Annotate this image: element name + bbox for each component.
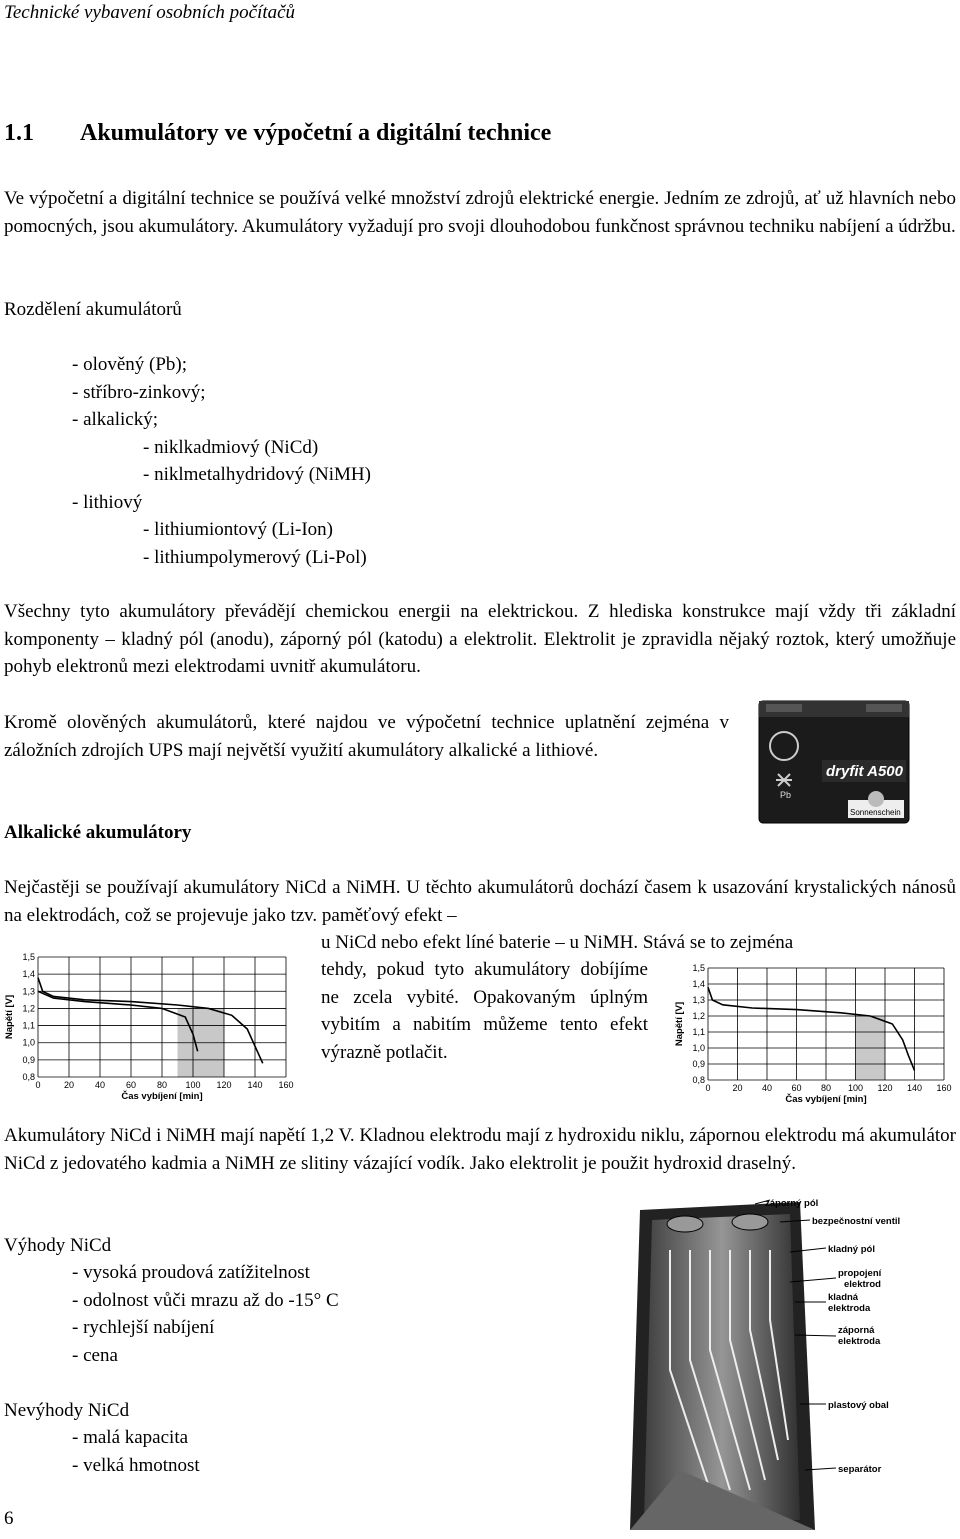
y-tick-label: 0,9: [22, 1054, 35, 1065]
type-item: - lithiový: [72, 492, 143, 513]
chart-nicd-svg: [2, 947, 298, 1103]
advantages-title: Výhody NiCd: [4, 1235, 112, 1256]
y-tick-label: 0,8: [22, 1072, 35, 1082]
y-tick-label: 1,4: [22, 969, 35, 980]
type-item: - stříbro-zinkový;: [72, 382, 206, 403]
battery-maker: Sonnenschein: [850, 808, 901, 817]
electrodes-paragraph: Akumulátory NiCd i NiMH mají napětí 1,2 V. Kladnou elektrodu mají z hydroxidu niklu, zápornou elektrodu má akumulátor NiCd z jedovatého kadmia a NiMH ze slitiny vázající vodík. Jako elektrolit je použit hydroxid draselný.: [4, 1125, 956, 1174]
intro-paragraph: Ve výpočetní a digitální technice se používá velké množství zdrojů elektrické energie. Jedním ze zdrojů, ať už hlavních nebo pomocných, jsou akumulátory. Akumulátory vyžadují pro svoji dlouhodobou funkčnost správnou techniku nabíjení a údržbu.: [4, 188, 956, 237]
pb-label: Pb: [780, 790, 792, 800]
type-subitem: - niklkadmiový (NiCd): [143, 437, 319, 458]
advantage-item: - rychlejší nabíjení: [72, 1317, 215, 1338]
chart-nicd: [2, 947, 298, 1103]
x-tick-label: 60: [791, 1083, 802, 1093]
disadvantages-title: Nevýhody NiCd: [4, 1400, 130, 1421]
label-negative-electrode: záporná elektroda: [838, 1325, 881, 1347]
x-tick-label: 100: [185, 1080, 201, 1090]
y-tick-label: 1,1: [692, 1027, 705, 1037]
y-tick-label: 1,3: [22, 986, 35, 997]
battery-photo: [756, 696, 916, 828]
type-subitem: - lithiumiontový (Li-Ion): [143, 519, 333, 540]
x-tick-label: 0: [705, 1083, 711, 1093]
x-tick-label: 80: [820, 1083, 832, 1093]
memory-effect-paragraph: Nejčastěji se používají akumulátory NiCd a NiMH. U těchto akumulátorů dochází časem k usazování krystalických nánosů na elektrodách, což se projevuje jako tzv. paměťový efekt –: [4, 877, 956, 926]
y-tick-label: 1,5: [692, 963, 705, 973]
label-plastic-case: plastový obal: [828, 1400, 889, 1411]
battery-brand: dryfit A500: [826, 763, 903, 780]
advantage-item: - cena: [72, 1345, 118, 1366]
series-line-0: [38, 978, 263, 1064]
x-tick-label: 40: [761, 1083, 773, 1093]
x-tick-label: 120: [877, 1083, 893, 1093]
y-tick-label: 0,8: [692, 1075, 705, 1085]
y-tick-label: 1,1: [22, 1020, 35, 1031]
y-tick-label: 1,2: [692, 1011, 705, 1021]
y-tick-label: 0,9: [692, 1059, 705, 1069]
components-paragraph: Všechny tyto akumulátory převádějí chemickou energii na elektrickou. Z hlediska konstrukce mají vždy tři základní komponenty – kladný pól (anodu), záporný pól (katodu) a elektrolit. Elektrolit je zpravidla nějaký roztok, který umožňuje pohyb elektronů mezi elektrodami uvnitř akumulátoru.: [4, 601, 956, 677]
x-tick-label: 160: [936, 1083, 952, 1093]
memory-effect-side-text: tehdy, pokud tyto akumulátory dobíjíme ne zcela vybité. Opakovaným úplným vybitím a nabitím můžeme tento efekt výrazně potlačit.: [321, 959, 648, 1063]
x-axis-label: Čas vybíjení [min]: [785, 1094, 867, 1105]
section-heading: [4, 120, 551, 147]
alkaline-heading: Alkalické akumulátory: [4, 822, 192, 843]
x-tick-label: 80: [156, 1080, 168, 1090]
x-tick-label: 120: [216, 1080, 232, 1090]
lead-acid-paragraph: Kromě olověných akumulátorů, které najdou ve výpočetní technice uplatnění zejména v záložních zdrojích UPS mají největší využití akumulátory alkalické a lithiové.: [4, 712, 729, 761]
x-tick-label: 100: [847, 1083, 864, 1093]
x-tick-label: 20: [63, 1080, 75, 1090]
advantage-item: - odolnost vůči mrazu až do -15° C: [72, 1290, 339, 1311]
y-tick-label: 1,3: [692, 995, 705, 1005]
label-separator: separátor: [838, 1464, 882, 1475]
label-electrode-link: propojení elektrod: [838, 1268, 882, 1290]
type-subitem: - lithiumpolymerový (Li-Pol): [143, 547, 367, 568]
x-tick-label: 0: [35, 1080, 41, 1090]
label-positive-pole: kladný pól: [828, 1244, 875, 1255]
division-title: Rozdělení akumulátorů: [4, 299, 182, 320]
type-subitem: - niklmetalhydridový (NiMH): [143, 464, 371, 485]
battery-cutaway-diagram: [600, 1190, 956, 1534]
label-positive-electrode: kladná elektroda: [828, 1292, 871, 1314]
x-tick-label: 60: [125, 1080, 137, 1090]
x-tick-label: 20: [732, 1083, 743, 1093]
x-tick-label: 40: [94, 1080, 106, 1090]
y-tick-label: 1,0: [692, 1043, 705, 1053]
y-tick-label: 1,4: [692, 979, 705, 989]
type-item: - alkalický;: [72, 409, 158, 430]
disadvantage-item: - malá kapacita: [72, 1427, 189, 1448]
chart-nimh: [672, 958, 956, 1106]
disadvantage-item: - velká hmotnost: [72, 1455, 200, 1476]
section-title: Akumulátory ve výpočetní a digitální technice: [80, 120, 552, 146]
y-axis-label: Napětí [V]: [4, 994, 15, 1040]
advantage-item: - vysoká proudová zatížitelnost: [72, 1262, 310, 1283]
label-negative-pole: záporný pól: [765, 1198, 819, 1209]
y-tick-label: 1,2: [22, 1003, 35, 1014]
memory-effect-line: u NiCd nebo efekt líné baterie – u NiMH. Stává se to zejména: [321, 932, 794, 953]
type-item: - olověný (Pb);: [72, 354, 188, 375]
page-number: 6: [4, 1508, 14, 1529]
label-safety-valve: bezpečnostní ventil: [812, 1216, 901, 1227]
section-number: 1.1: [4, 120, 34, 146]
chart-nimh-svg: [672, 958, 956, 1106]
x-tick-label: 140: [906, 1083, 923, 1093]
page-header: Technické vybavení osobních počítačů: [4, 2, 296, 23]
y-axis-label: Napětí [V]: [674, 1001, 685, 1047]
y-tick-label: 1,0: [22, 1037, 35, 1048]
x-tick-label: 140: [247, 1080, 263, 1090]
x-tick-label: 160: [278, 1080, 294, 1090]
x-axis-label: Čas vybíjení [min]: [121, 1091, 203, 1102]
y-tick-label: 1,5: [22, 952, 35, 962]
